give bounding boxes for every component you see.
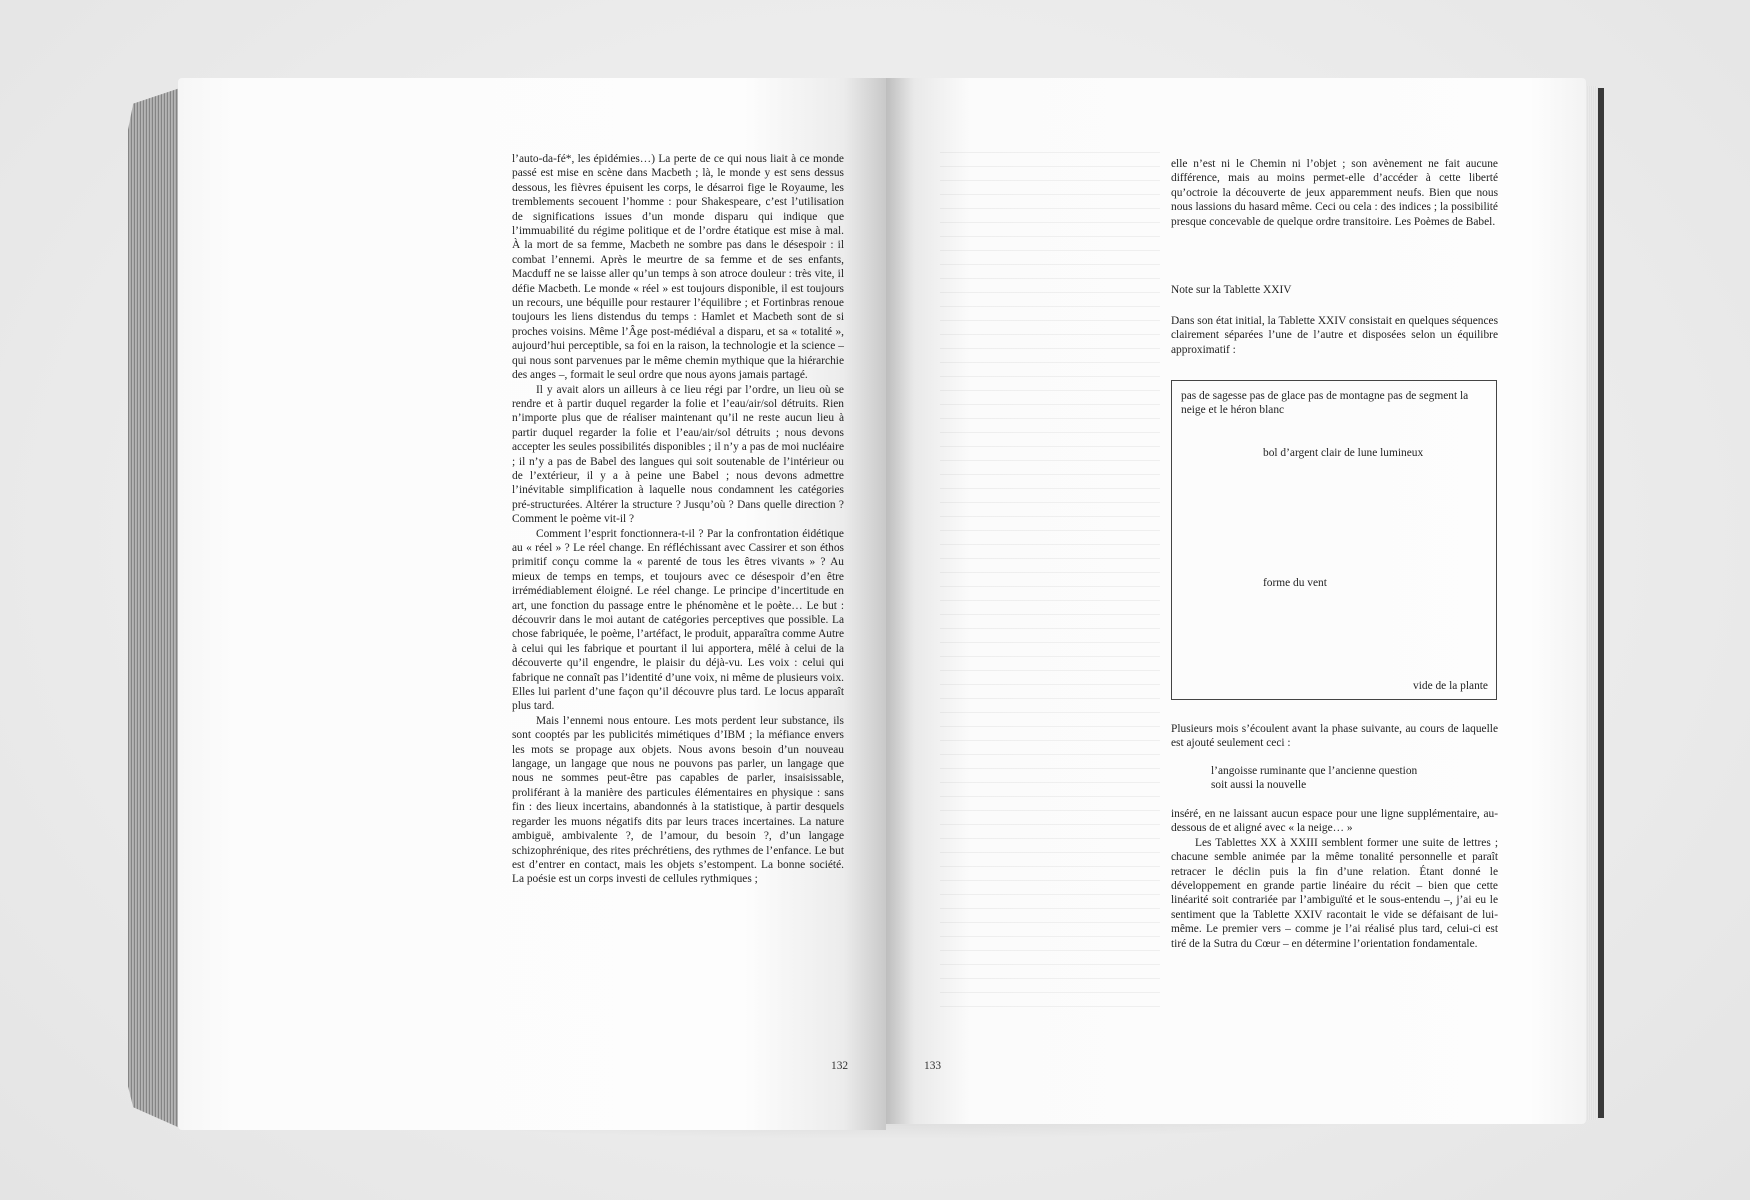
tablet-xxiv-box [1171,380,1497,700]
left-page-block-edge [128,88,180,1128]
paragraph: l’auto-da-fé*, les épidémies…) La perte de ce qui nous liait à ce monde passé est mise en scène dans Macbeth ; là, le monde y est sens dessus dessous, les fièvres épuisent les corps, le désarroi fige le Royaume, les tremblements secouent l’homme : pour Shakespeare, c’est l’utilisation de significations issues d’un monde disparu qui indique que l’immuabilité du régime politique et de l’ordre étatique est mise à mal. À la mort de sa femme, Macbeth ne sombre pas dans le désespoir : il combat l’ennemi. Après le meurtre de sa femme et de ses enfants, Macduff ne se laisse aller qu’un temps à son atroce douleur : très vite, il défie Macbeth. Le monde « réel » est toujours disponible, il est toujours un recours, une béquille pour restaurer l’équilibre ; et Fortinbras renoue toujours les liens distendus du temps : Hamlet et Macbeth sont de si proches voisins. Même l’Âge post-médiéval a disparu, et sa « totalité », aujourd’hui perceptible, sa foi en la raison, la technologie et la science – qui nous sont parvenues par le même chemin mythique que la hiérarchie des anges –, formait le seul ordre que nous ayons jamais partagé. [512,153,844,382]
paragraph: Plusieurs mois s’écoulent avant la phase suivante, au cours de laquelle est ajouté seulement ceci : [1171,723,1498,750]
left-page-body [512,152,844,887]
right-page-after-box [1171,722,1498,751]
quote-line: soit aussi la nouvelle [1211,779,1307,792]
page-number-right: 133 [924,1060,942,1072]
right-page-top-paragraph [1171,157,1498,229]
section-heading: Note sur la Tablette XXIV [1171,284,1292,296]
paragraph: Mais l’ennemi nous entoure. Les mots perdent leur substance, ils sont cooptés par les publicités mimétiques d’IBM ; la méfiance envers les mots se propage aux objets. Nous avons besoin d’un nouveau langage, un langage que nous ne pouvons pas parler, un langage que nous ne sommes peut-être pas capables de parler, insaisissable, proliférant à la manière des particules élémentaires en physique : sans fin : des lieux incertains, abandonnés à la statistique, à partir desquels regarder les muons négatifs dits par leurs traces incertaines. La nature ambiguë, ambivalente ?, de l’amour, du besoin ?, d’un langage schizophrénique, des rites préchrétiens, des rythmes de l’enfance. Le but est d’entrer en contact, mais les objets s’estompent. La bonne société. La poésie est un corps investi de cellules rythmiques ; [512,714,844,886]
paragraph: Dans son état initial, la Tablette XXIV consistait en quelques séquences clairement séparées l’une de l’autre et disposées selon un équilibre approximatif : [1171,315,1498,356]
paragraph: Les Tablettes XX à XXIII semblent former une suite de lettres ; chacune semble animée par la même tonalité personnelle et paraît retracer le déclin puis la fin d’une relation. Étant donné le développement en grande partie linéaire du récit – bien que cette linéarité soit contrariée par l’ambiguïté et le sous-entendu –, j’ai eu le sentiment que la Tablette XXIV racontait le vide se défaisant de lui-même. Le premier vers – comme je l’ai réalisé plus tard, celui-ci est tiré de la Sutra du Cœur – en détermine l’orientation fondamentale. [1171,836,1498,950]
back-cover-edge [1598,88,1604,1118]
paragraph: Comment l’esprit fonctionnera-t-il ? Par la confrontation éidétique au « réel » ? Le réel change. En réfléchissant avec Cassirer et son éthos primitif conçu comme la « parenté de tous les êtres vivants » ? Au mieux de temps en temps, et toujours avec ce désespoir d’en être irrémédiablement éloigné. Le réel change. Le principe d’incertitude en art, une fonction du passage entre le phénomène et le poète… Le but : découvrir dans le moi autant de catégories perceptives que possible. La chose fabriquée, le poème, l’artéfact, le produit, apparaîtra comme Autre à celui qui les fabrique et pourtant il lui apportera, mêlé à celui de la découverte qu’il engendre, le plaisir du déjà-vu. Les voix : celui qui fabrique ne connaît pas l’identité d’une voix, ni même de plusieurs voix. Elles lui parlent d’une façon qu’il découvre plus tard. Le locus apparaît plus tard. [512,527,844,713]
inserted-quote [1211,764,1417,793]
right-page-end [1171,807,1498,951]
paragraph: Il y avait alors un ailleurs à ce lieu régi par l’ordre, un lieu où se rendre et à partir duquel regarder la folie et l’eau/air/sol détruits. Rien n’importe plus que de réaliser maintenant qu’il ne reste aucun lieu à partir duquel regarder la folie et l’eau/air/sol détruits ; nous devons accepter les seules possibilités disponibles ; il n’y a pas de moi nucléaire ; il n’y a pas de Babel des langues qui soit soutenable de l’intérieur ou de l’extérieur, il y a à peine une Babel ; nous devons admettre l’inévitable simplification à laquelle nous condamnent les catégories pré-structurées. Altérer la structure ? Jusqu’où ? Dans quelle direction ? Comment le poème vit-il ? [512,383,844,526]
paragraph: elle n’est ni le Chemin ni l’objet ; son avènement ne fait aucune différence, mais au moins permet-elle d’accéder à cette liberté qu’octroie la découverte de jeux apparemment neufs. Bien que nous nous lassions du hasard même. Ceci ou cela : des indices ; la possibilité presque concevable de quelque ordre transitoire. Les Poèmes de Babel. [1171,158,1498,228]
page-number-left: 132 [831,1060,849,1072]
right-page-intro [1171,314,1498,357]
show-through-text [940,152,1160,1012]
paragraph: inséré, en ne laissant aucun espace pour une ligne supplémentaire, au-dessous de et aligné avec « la neige… » [1171,808,1498,835]
tablet-line-2: bol d’argent clair de lune lumineux [1263,447,1424,459]
tablet-line-3: forme du vent [1263,577,1327,589]
quote-line: l’angoisse ruminante que l’ancienne question [1211,765,1418,777]
tablet-line-1: pas de sagesse pas de glace pas de montagne pas de segment la neige et le héron blanc [1181,390,1469,417]
tablet-line-4: vide de la plante [1413,679,1488,692]
